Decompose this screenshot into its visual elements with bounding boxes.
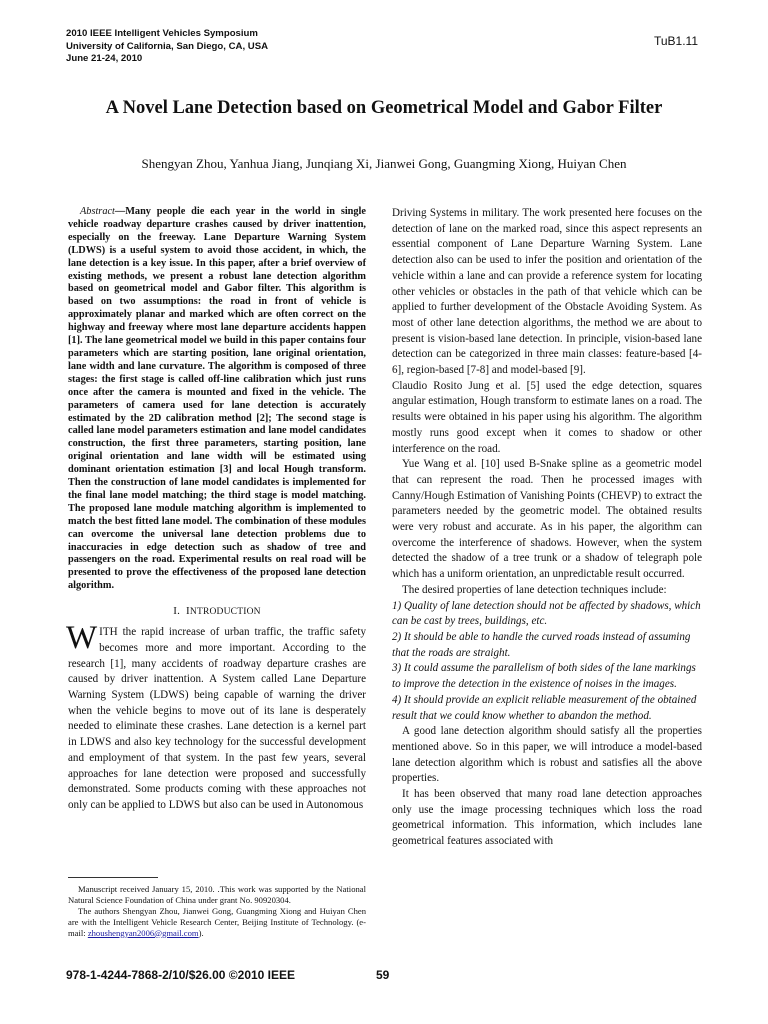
- isbn-copyright: 978-1-4244-7868-2/10/$26.00 ©2010 IEEE: [66, 968, 296, 982]
- abstract-label: Abstract: [80, 206, 115, 217]
- abstract: [68, 206, 366, 593]
- body-paragraph-4: The desired properties of lane detection techniques include:: [402, 583, 667, 596]
- body-paragraph-6: It has been observed that many road lane detection approaches only use the image processing techniques which loss the road geometrical information. This information, which includes lane geometrical features associated with: [392, 788, 702, 848]
- section-title-first: I: [186, 605, 190, 618]
- conference-date: June 21-24, 2010: [66, 53, 143, 64]
- conference-name: 2010 IEEE Intelligent Vehicles Symposium: [66, 28, 258, 39]
- conference-header: [66, 28, 268, 66]
- right-column: [392, 206, 702, 850]
- abstract-text: —Many people die each year in the world in single vehicle roadway departure crashes caused by driver inattention, especially on the freeway. Lane Departure Warning System (LDWS) is a useful system to avoid those accident, in which, the lane detection is a key issue. In this paper, after a brief overview of existing methods, we present a robust lane detection algorithm based on geometrical model and Gabor filter. This algorithm is based on two assumptions: the road in front of vehicle is approximately planar and marked which are often correct on the highway and freeway where most lane departure accidents happen [1]. The lane geometrical model we build in this paper contains four parameters which are starting position, lane original orientation, lane width and lane curvature. The algorithm is composed of three stages: the first stage is called off-line calibration which just runs once after the camera is mounted and fixed in the vehicle. The parameters of camera used for lane detection is accurately estimated by the 2D calibration method [2]; The second stage is called lane model parameters estimation and lane model candidates construction, the first three parameters, starting position, lane original orientation and lane width will be estimated using dominant orientation estimation [3] and local Hough transform. Then the construction of lane model candidates is implemented for the final lane model matching; the third stage is model matching. The proposed lane module matching algorithm is implemented to match the best fitted lane model. The combination of these modules can overcome the universal lane detection problems due to inaccuracies in edge detection such as shadow of tree and passengers on the road. Experimental results on real road will be presented to prove the effectiveness of the proposed lane detection algorithm.: [68, 206, 366, 592]
- body-paragraph-3: Yue Wang et al. [10] used B-Snake spline as a geometric model that can represent the road. Then he processed images with Canny/Hough Estimation of Vanishing Points (CHEVP) to extract the parameters needed by the geometric model. The obtained results were very robust and accurate. As in his paper, the algorithm can overcome the interference of shadows. However, when the system detected the shadow of a tree trunk or a shadow of telegraph pole which has a uniform orientation, an unpredictable result occurred.: [392, 458, 702, 581]
- footnote-funding: Manuscript received January 15, 2010. .This work was supported by the National Natural Science Foundation of China under grant No. 90920304.: [68, 884, 366, 905]
- section-heading-introduction: [68, 605, 366, 617]
- property-item-2: 2) It should be able to handle the curved roads instead of assuming that the roads are straight.: [392, 630, 691, 659]
- footnote: [68, 884, 366, 939]
- left-column: [68, 206, 366, 814]
- intro-text: ITH the rapid increase of urban traffic, the traffic safety becomes more and more important. According to the research [1], many accidents of roadway departure crashes are caused by driver inattention. A System called Lane Departure Warning System (LDWS) being capable of warning the driver when the vehicle begins to move out of its lane is desperately needed to eliminate these crashes. Lane detection is a kernel part in LDWS and also key technology for the successful development and employment of that system. In the past few years, several approaches for lane detection were proposed and successfully demonstrated. Some products coming with these approaches not only can be applied to LDWS but also can be used in Autonomous: [68, 626, 366, 811]
- footnote-divider: [68, 877, 158, 878]
- body-paragraph-2: Claudio Rosito Jung et al. [5] used the edge detection, squares angular estimation, Hough transform to estimate lanes on a road. The results were obtained in his paper using his algorithm. The algorithm mostly runs good except when it comes to shadow or other interference on the road.: [392, 379, 702, 455]
- property-item-3: 3) It could assume the parallelism of both sides of the lane markings to improve the detection in the existence of noises in the images.: [392, 662, 696, 691]
- footnote-affiliation-end: ).: [198, 927, 204, 938]
- session-code: TuB1.11: [653, 34, 698, 48]
- property-item-1: 1) Quality of lane detection should not be affected by shadows, which can be cast by trees, buildings, etc.: [392, 599, 701, 628]
- drop-cap: W: [66, 620, 98, 657]
- conference-location: University of California, San Diego, CA, USA: [66, 40, 269, 52]
- footnote-affiliation-text: The authors Shengyan Zhou, Jianwei Gong, Guangming Xiong and Huiyan Chen are with the Intelligent Vehicle Research Center, Beijing Institute of Technology. (e-mail:: [68, 905, 366, 938]
- author-list: Shengyan Zhou, Yanhua Jiang, Junqiang Xi, Jianwei Gong, Guangming Xiong, Huiyan Chen: [141, 156, 627, 171]
- section-numeral: I.: [173, 605, 181, 618]
- body-paragraph-1: Driving Systems in military. The work presented here focuses on the detection of lane on the marked road, since this aspect represents an essential component of Lane Departure Warning System. Lane detection also can be used to infer the position and orientation of the vehicle within a lane and can provide a reference system for locating other vehicles or obstacles in the path of that vehicle which can be applied to further development of the Obstacle Avoiding System. As most of other lane detection algorithms, the method we are about to present is vision-based lane detection. In principle, vision-based lane detection can be categorized in three main classes: feature-based [4-6], region-based [7-8] and model-based [9].: [392, 207, 702, 377]
- intro-paragraph: [66, 620, 366, 813]
- page-number: 59: [376, 968, 390, 982]
- paper-title: A Novel Lane Detection based on Geometrical Model and Gabor Filter: [105, 98, 663, 118]
- author-email-link[interactable]: zhoushengyan2006@gmail.com: [87, 927, 199, 938]
- section-title-rest: NTRODUCTION: [189, 607, 261, 618]
- footnote-affiliation: [68, 906, 366, 939]
- property-item-4: 4) It should provide an explicit reliable measurement of the obtained result that we could know whether to abandon the method.: [392, 693, 697, 722]
- body-paragraph-5: A good lane detection algorithm should satisfy all the properties mentioned above. So in this paper, we will introduce a model-based lane detection algorithm which is robust and satisfies all the above properties.: [392, 725, 702, 785]
